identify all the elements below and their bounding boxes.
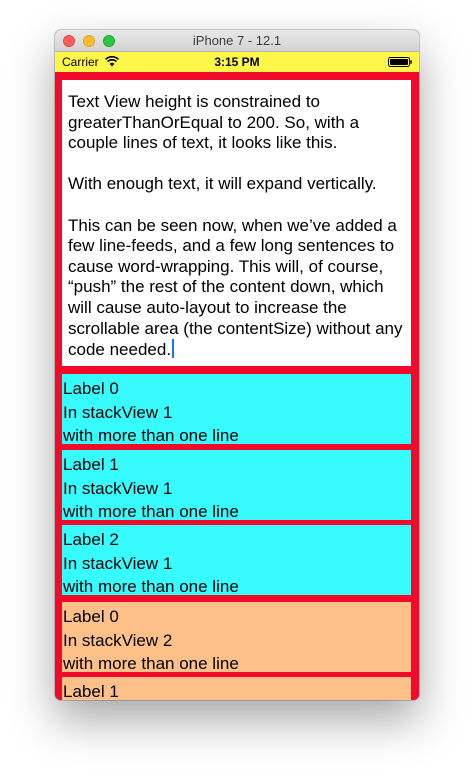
text-paragraph-3-content: This can be seen now, when we’ve added a few line-feeds, and a few long sentences to cause word-wrapping. This will, of course, “push” the rest of the content down, which will cause auto-layout to increase the scrollable area (the contentSize) without any code needed. [68, 215, 403, 360]
label-line: In stackView 2 [63, 630, 173, 650]
label-line: with more than one line [63, 502, 239, 521]
stack1-label-2 [62, 525, 411, 595]
simulator-window [55, 30, 419, 700]
label-line: with more than one line [63, 577, 239, 596]
label-line: Label 1 [63, 682, 119, 700]
stack2-label-1 [62, 677, 411, 700]
label-line: Label 1 [63, 455, 119, 474]
window-title: iPhone 7 - 12.1 [192, 33, 282, 48]
label-line: In stackView 1 [63, 553, 173, 573]
carrier-label: Carrier [62, 55, 99, 69]
label-line: with more than one line [63, 654, 239, 673]
label-line: with more than one line [63, 426, 239, 445]
stack2-label-0 [62, 602, 411, 672]
label-line: Label 2 [63, 530, 119, 549]
text-view[interactable] [62, 80, 411, 366]
window-titlebar[interactable] [55, 30, 419, 52]
label-line: Label 0 [63, 379, 119, 398]
text-paragraph-3 [68, 216, 405, 361]
stack1-label-0 [62, 374, 411, 444]
label-line: Label 0 [63, 607, 119, 626]
scroll-view[interactable] [55, 72, 419, 700]
battery-icon [388, 57, 412, 67]
text-cursor [172, 339, 174, 358]
text-paragraph-2: With enough text, it will expand vertically. [68, 174, 377, 194]
ios-status-bar [55, 52, 419, 72]
stack1-label-1 [62, 450, 411, 520]
text-paragraph-1: Text View height is constrained to greaterThanOrEqual to 200. So, with a couple lines of text, it looks like this. [68, 92, 360, 153]
label-line: In stackView 1 [63, 478, 173, 498]
label-line: In stackView 1 [63, 402, 173, 422]
status-time: 3:15 PM [214, 55, 260, 69]
